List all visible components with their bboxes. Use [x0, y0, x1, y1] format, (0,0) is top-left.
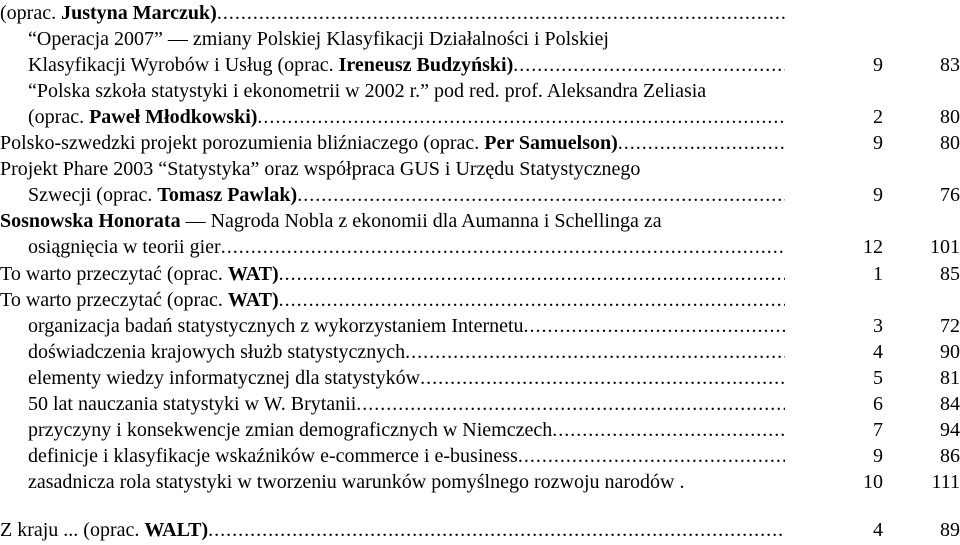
toc-line — [0, 52, 960, 78]
page-number: 90 — [940, 341, 960, 363]
toc-line — [0, 182, 960, 208]
entry-title — [28, 417, 785, 443]
issue-number: 4 — [873, 341, 883, 363]
entry-text: “Polska szkoła statystyki i ekonometrii w 2002 r.” pod red. prof. Aleksandra Zeliasia — [28, 80, 707, 102]
entry-title — [28, 339, 785, 365]
issue-number: 3 — [873, 315, 883, 337]
entry-author: Per Samuelson) — [484, 132, 618, 154]
toc-line — [0, 26, 960, 52]
entry-text: 50 lat nauczania statystyki w W. Brytanii — [28, 393, 357, 415]
entry-title — [28, 443, 785, 469]
toc-line — [0, 391, 960, 417]
entry-title — [28, 313, 785, 339]
entry-title — [0, 156, 785, 182]
entry-title — [28, 52, 785, 78]
entry-title — [0, 130, 785, 156]
issue-number: 6 — [873, 393, 883, 415]
entry-author: WAT) — [227, 263, 279, 285]
entry-text: organizacja badań statystycznych z wykorzystaniem Internetu — [28, 315, 524, 337]
toc-line — [0, 234, 960, 260]
entry-text: “Operacja 2007” — zmiany Polskiej Klasyfikacji Działalności i Polskiej — [28, 28, 609, 50]
toc-line — [0, 517, 960, 543]
page-number: 76 — [940, 184, 960, 206]
entry-text: przyczyny i konsekwencje zmian demograficznych w Niemczech — [28, 419, 553, 441]
toc-line — [0, 469, 960, 495]
issue-number: 9 — [873, 184, 883, 206]
entry-title — [28, 182, 785, 208]
page-number: 85 — [940, 263, 960, 285]
entry-title — [0, 208, 785, 234]
page-number: 94 — [940, 419, 960, 441]
entry-text: Z kraju ... (oprac. — [0, 519, 145, 541]
entry-author: WALT) — [144, 519, 209, 541]
entry-author: Justyna Marczuk) — [61, 2, 217, 24]
entry-text: definicje i klasyfikacje wskaźników e-commerce i e-business — [28, 445, 518, 467]
page-number: 86 — [940, 445, 960, 467]
toc-line — [0, 313, 960, 339]
entry-title — [28, 365, 785, 391]
page-number: 101 — [930, 236, 960, 258]
page-number: 80 — [940, 106, 960, 128]
entry-text: Klasyfikacji Wyrobów i Usług (oprac. — [28, 54, 339, 76]
toc-line — [0, 339, 960, 365]
issue-number: 9 — [873, 445, 883, 467]
entry-title — [28, 234, 785, 260]
issue-number: 5 — [873, 367, 883, 389]
issue-number: 10 — [863, 471, 883, 493]
entry-text: To warto przeczytać (oprac. — [0, 289, 228, 311]
toc-line — [0, 0, 960, 26]
entry-author: Ireneusz Budzyński) — [338, 54, 514, 76]
entry-text: elementy wiedzy informatycznej dla statystyków — [28, 367, 421, 389]
page-number: 111 — [931, 471, 960, 493]
issue-number: 9 — [873, 132, 883, 154]
page-number: 83 — [940, 54, 960, 76]
toc-line — [0, 417, 960, 443]
entry-title — [0, 517, 785, 543]
toc-line — [0, 208, 960, 234]
issue-number: 12 — [863, 236, 883, 258]
toc-line — [0, 130, 960, 156]
entry-title — [0, 0, 785, 26]
entry-text: Projekt Phare 2003 “Statystyka” oraz współpraca GUS i Urzędu Statystycznego — [0, 158, 641, 180]
page-number: 72 — [940, 315, 960, 337]
entry-title — [28, 104, 785, 130]
toc-line — [0, 365, 960, 391]
entry-text: Szwecji (oprac. — [28, 184, 158, 206]
issue-number: 2 — [873, 106, 883, 128]
issue-number: 1 — [873, 263, 883, 285]
entry-title — [0, 261, 785, 287]
page-number: 84 — [940, 393, 960, 415]
entry-title — [0, 287, 785, 313]
entry-author: Tomasz Pawlak) — [157, 184, 298, 206]
entry-title — [28, 469, 785, 495]
entry-text: zasadnicza rola statystyki w tworzeniu warunków pomyślnego rozwoju narodów . — [28, 471, 685, 493]
entry-author: Sosnowska Honorata — [0, 210, 181, 232]
entry-text: (oprac. — [28, 106, 90, 128]
toc-line — [0, 78, 960, 104]
entry-title — [28, 391, 785, 417]
issue-number: 4 — [873, 519, 883, 541]
page-number: 81 — [940, 367, 960, 389]
entry-author: Paweł Młodkowski) — [89, 106, 258, 128]
entry-text: (oprac. — [0, 2, 62, 24]
toc-line — [0, 104, 960, 130]
entry-text: — Nagroda Nobla z ekonomii dla Aumanna i Schellinga za — [180, 210, 662, 232]
entry-text: doświadczenia krajowych służb statystycznych — [28, 341, 406, 363]
entry-text: To warto przeczytać (oprac. — [0, 263, 228, 285]
entry-author: WAT) — [227, 289, 279, 311]
toc-line — [0, 261, 960, 287]
issue-number: 7 — [873, 419, 883, 441]
page-number: 89 — [940, 519, 960, 541]
toc-line — [0, 287, 960, 313]
toc-line — [0, 443, 960, 469]
issue-number: 9 — [873, 54, 883, 76]
entry-text: Polsko-szwedzki projekt porozumienia bliźniaczego (oprac. — [0, 132, 485, 154]
page-number: 80 — [940, 132, 960, 154]
toc-line — [0, 156, 960, 182]
entry-text: osiągnięcia w teorii gier — [28, 236, 221, 258]
entry-title — [28, 26, 785, 52]
entry-title — [28, 78, 785, 104]
